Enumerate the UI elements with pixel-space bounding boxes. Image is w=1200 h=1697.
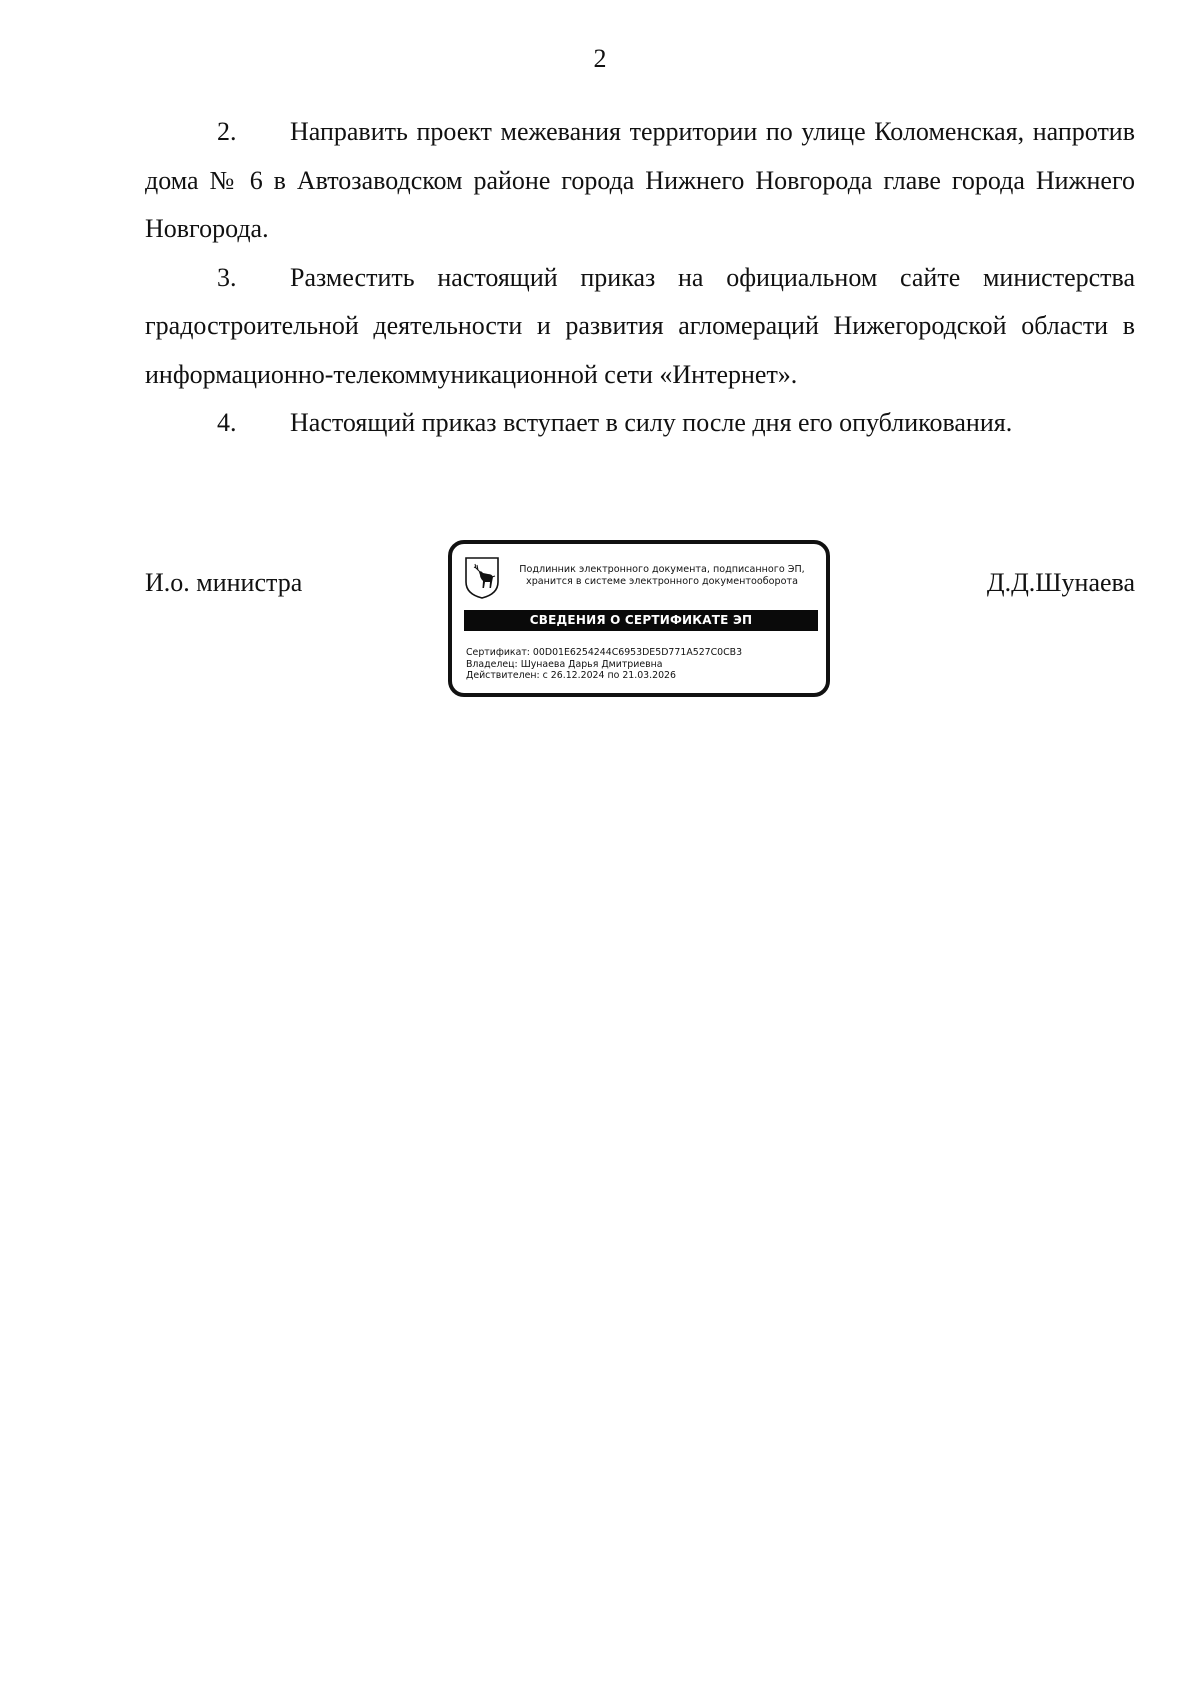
signatory-position: И.о. министра bbox=[145, 568, 303, 597]
paragraph-item-3 bbox=[145, 254, 1135, 400]
page-number: 2 bbox=[593, 44, 607, 73]
paragraph-text: Направить проект межевания территории по улице Коломенская, напротив дома № 6 в Автозаводском районе города Нижнего Новгорода главе города Нижнего Новгорода. bbox=[145, 117, 1135, 243]
paragraph-text: Разместить настоящий приказ на официальном сайте министерства градостроительной деятельности и развития агломераций Нижегородской области в информационно-телекоммуникационной сети «Интернет». bbox=[145, 262, 1135, 389]
certificate-number: Сертификат: 00D01E6254244C6953DE5D771A527C0CB3 bbox=[466, 647, 743, 658]
coat-of-arms-deer-icon bbox=[464, 556, 500, 600]
stamp-header-line: хранится в системе электронного документооборота bbox=[526, 576, 798, 587]
electronic-signature-stamp bbox=[448, 540, 830, 697]
paragraph-number: 3. bbox=[217, 262, 237, 292]
stamp-certificate-details bbox=[466, 647, 822, 682]
paragraph-item-2 bbox=[145, 108, 1135, 254]
stamp-title: СВЕДЕНИЯ О СЕРТИФИКАТЕ ЭП bbox=[464, 610, 818, 631]
stamp-header-line: Подлинник электронного документа, подписанного ЭП, bbox=[519, 564, 805, 575]
document-body bbox=[145, 108, 1135, 448]
stamp-header bbox=[502, 564, 822, 588]
paragraph-number: 2. bbox=[217, 117, 237, 146]
certificate-owner: Владелец: Шунаева Дарья Дмитриевна bbox=[466, 658, 663, 670]
certificate-validity: Действителен: с 26.12.2024 по 21.03.2026 bbox=[466, 670, 676, 681]
signatory-name: Д.Д.Шунаева bbox=[986, 568, 1135, 597]
paragraph-item-4 bbox=[145, 399, 1135, 448]
paragraph-text: Настоящий приказ вступает в силу после дня его опубликования. bbox=[290, 408, 1013, 437]
paragraph-number: 4. bbox=[217, 408, 237, 437]
